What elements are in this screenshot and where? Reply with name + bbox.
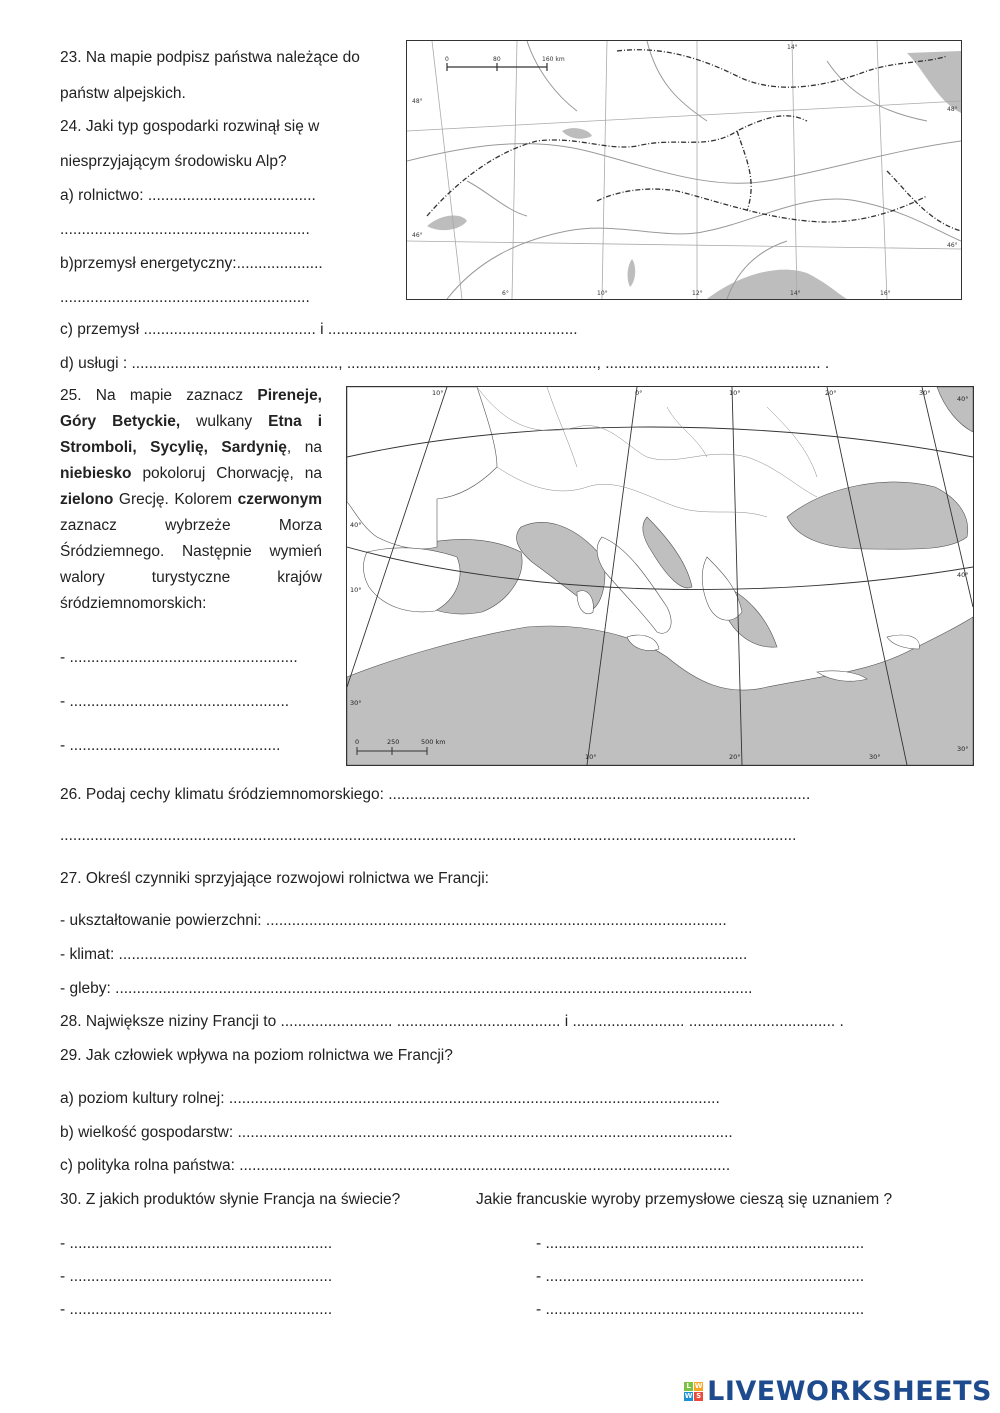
med-lon-top-4: 20°	[825, 389, 837, 397]
q25-answer-1[interactable]: - .....................................................	[60, 649, 298, 666]
q26-line2[interactable]: ...........................................................................................................................................................................	[60, 827, 797, 844]
q23-line1: 23. Na mapie podpisz państwa należące do	[60, 49, 360, 66]
adriatic-sea	[707, 270, 847, 299]
alps-lon-16: 16°	[880, 290, 891, 297]
q23-line2: państw alpejskich.	[60, 85, 186, 102]
q24-b-answer[interactable]: ..........................................................	[60, 289, 310, 306]
q29-farm-size[interactable]: b) wielkość gospodarstw: ...................................................................................................................	[60, 1124, 733, 1141]
q30-left-title: 30. Z jakich produktów słynie Francja na świecie?	[60, 1191, 401, 1208]
q24-c[interactable]: c) przemysł ........................................ i ..........................................................	[60, 321, 578, 338]
black-sea	[787, 482, 968, 549]
alps-lon-12: 12°	[692, 290, 703, 297]
alps-lat-right-top: 48°	[947, 106, 958, 113]
q30-left-answer-1[interactable]: - .............................................................	[60, 1235, 333, 1252]
alps-scale-label-0: 0	[445, 56, 449, 63]
iberia-land	[363, 548, 460, 612]
q30-left-answer-2[interactable]: - .............................................................	[60, 1268, 333, 1285]
tyrrhenian-sea	[517, 522, 605, 609]
med-scale-label-0: 0	[355, 738, 360, 746]
alps-lat-left-top: 48°	[412, 98, 423, 105]
q26-line1[interactable]: 26. Podaj cechy klimatu śródziemnomorskiego: ..................................................................................................	[60, 786, 811, 803]
med-lon-top-3: 10°	[729, 389, 741, 397]
q25-answer-2[interactable]: - ...................................................	[60, 693, 290, 710]
q25-instructions: 25. Na mapie zaznacz Pireneje, Góry Betyckie, wulkany Etna i Stromboli, Sycylię, Sardynię, na niebiesko pokoloruj Chorwację, na zielono Grecję. Kolorem czerwonym zaznacz wybrzeże Morza Śródziemnego. Następnie wymień walory turystyczne krajów śródziemnomorskich:	[60, 387, 322, 612]
alps-lat-left-bottom: 46°	[412, 232, 423, 239]
q24-line1: 24. Jaki typ gospodarki rozwinął się w	[60, 118, 320, 135]
med-lon-top-2: 0°	[635, 389, 643, 397]
q24-line2: niesprzyjającym środowisku Alp?	[60, 153, 287, 170]
liveworksheets-logo	[684, 1376, 992, 1407]
q24-b: b)przemysł energetyczny:....................	[60, 255, 323, 272]
q30-left-answer-3[interactable]: - .............................................................	[60, 1301, 333, 1318]
france-land	[347, 387, 497, 549]
med-lat-left-3: 30°	[350, 699, 362, 707]
logo-wordmark: LIVEWORKSHEETS	[707, 1376, 992, 1407]
med-lat-right-2: 30°	[957, 745, 969, 753]
q30-right-title: Jakie francuskie wyroby przemysłowe cieszą się uznaniem ?	[476, 1191, 893, 1208]
q25-answer-3[interactable]: - .................................................	[60, 737, 281, 754]
q30-right-answer-3[interactable]: - ..........................................................................	[536, 1301, 865, 1318]
q24-a-answer[interactable]: ..........................................................	[60, 221, 310, 238]
q28-lowlands[interactable]: 28. Największe niziny Francji to .......................... ...................................... i .......................... .................................. .	[60, 1013, 844, 1030]
lake-garda	[628, 259, 636, 287]
alps-lon-10: 10°	[597, 290, 608, 297]
alps-lon-14: 14°	[790, 290, 801, 297]
med-scale-label-250: 250	[387, 738, 400, 746]
cyprus	[887, 635, 919, 649]
q24-a: a) rolnictwo: .......................................	[60, 187, 316, 204]
lake-constance	[562, 128, 592, 139]
alps-scale-label-80: 80	[493, 56, 501, 63]
adriatic-sea	[643, 517, 692, 588]
q30-right-answer-1[interactable]: - ..........................................................................	[536, 1235, 865, 1252]
med-scale-label-500: 500 km	[421, 738, 446, 746]
med-lon-bottom-2: 20°	[729, 753, 741, 761]
med-lat-left-1: 40°	[350, 521, 362, 529]
med-lon-top-1: 10°	[432, 389, 444, 397]
q24-d[interactable]: d) usługi : ................................................, .........................................................., .................................................. .	[60, 355, 830, 372]
q29-title: 29. Jak człowiek wpływa na poziom rolnictwa we Francji?	[60, 1047, 453, 1064]
q27-title: 27. Określ czynniki sprzyjające rozwojowi rolnictwa we Francji:	[60, 870, 489, 887]
q27-climate[interactable]: - klimat: ..................................................................................................................................................	[60, 946, 748, 963]
med-lon-top-6: 40°	[957, 395, 969, 403]
mediterranean-outline-map[interactable]	[346, 386, 974, 766]
caspian-area	[937, 387, 973, 432]
alps-outline-map[interactable]	[406, 40, 962, 300]
med-lat-left-2: 10°	[350, 586, 362, 594]
med-lon-bottom-3: 30°	[869, 753, 881, 761]
alps-lon-6: 6°	[502, 290, 509, 297]
alps-lon-top: 14°	[787, 44, 798, 51]
greece-land	[702, 557, 742, 620]
med-lon-bottom-1: 10°	[585, 753, 597, 761]
alps-scale-label-160: 160 km	[542, 56, 565, 63]
alps-lat-right-bottom: 46°	[947, 242, 958, 249]
q30-right-answer-2[interactable]: - ..........................................................................	[536, 1268, 865, 1285]
q29-agricultural-policy[interactable]: c) polityka rolna państwa: ..................................................................................................................	[60, 1157, 731, 1174]
q27-soils[interactable]: - gleby: ....................................................................................................................................................	[60, 980, 753, 997]
med-lon-top-5: 30°	[919, 389, 931, 397]
q29-farming-culture[interactable]: a) poziom kultury rolnej: ..................................................................................................................	[60, 1090, 720, 1107]
q27-relief[interactable]: - ukształtowanie powierzchni: ...........................................................................................................	[60, 912, 727, 929]
med-lat-right-1: 40°	[957, 571, 969, 579]
logo-mark-icon: L W W S	[684, 1382, 703, 1400]
lake-geneva	[427, 216, 467, 231]
